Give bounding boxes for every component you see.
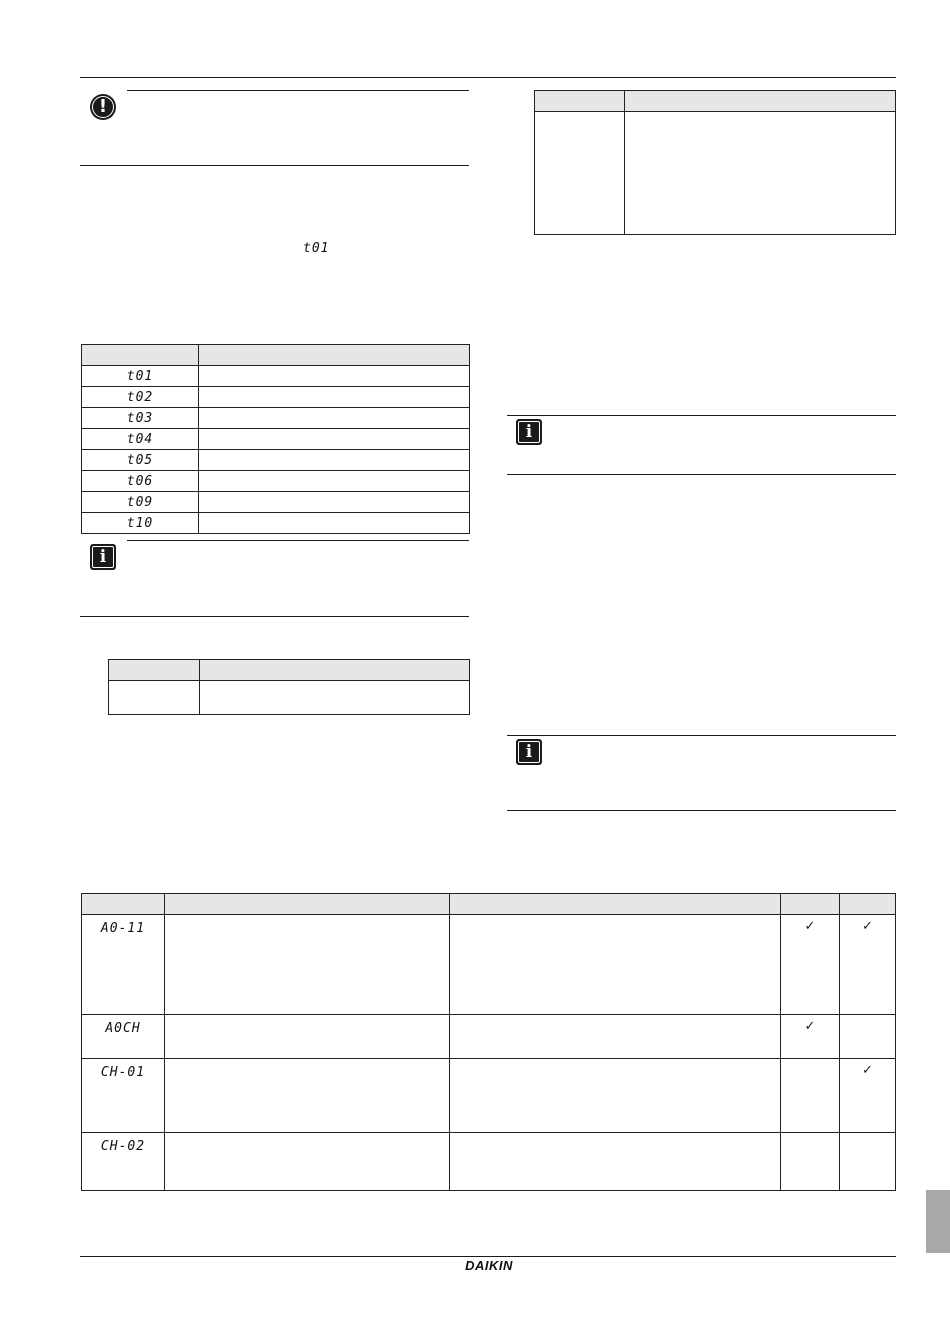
right-column-table (534, 90, 896, 235)
timer-code: t02 (126, 390, 154, 405)
table-row (82, 408, 470, 429)
checkmark-icon: ✓ (840, 915, 896, 1015)
timer-code: t09 (126, 495, 154, 510)
info-note-bottom-rule (80, 616, 469, 617)
setting-code: CH-02 (100, 1139, 146, 1154)
table-row (82, 429, 470, 450)
info-icon: i (516, 739, 542, 765)
info-note-top-rule (507, 415, 896, 416)
checkmark-icon: ✓ (781, 915, 840, 1015)
timer-code: t04 (126, 432, 154, 447)
inline-display-code: t01 (303, 241, 330, 256)
timer-code: t03 (126, 411, 154, 426)
table-row (82, 1015, 896, 1059)
table-header-row (82, 894, 896, 915)
table-row (82, 387, 470, 408)
timer-code: t06 (126, 474, 154, 489)
table-row (109, 681, 470, 715)
info-note-bottom-rule (507, 474, 896, 475)
warning-note-bottom-rule (80, 165, 469, 166)
info-note-top-rule (127, 540, 469, 541)
table-row (82, 1133, 896, 1191)
daikin-logo: DAIKIN (465, 1258, 513, 1273)
timer-code: t01 (126, 369, 154, 384)
checkmark-icon (781, 1133, 840, 1191)
chapter-side-tab (926, 1190, 950, 1253)
timer-code: t10 (126, 516, 154, 531)
table-row (82, 915, 896, 1015)
table-row (82, 450, 470, 471)
table-row (82, 492, 470, 513)
table-row (535, 112, 896, 235)
info-icon: i (516, 419, 542, 445)
setting-code: A0-11 (100, 921, 146, 936)
table-header-row (109, 660, 470, 681)
checkmark-icon: ✓ (840, 1059, 896, 1133)
info-note-top-rule (507, 735, 896, 736)
small-table (108, 659, 470, 715)
timer-code: t05 (126, 453, 154, 468)
header-rule (80, 77, 896, 78)
settings-table (81, 893, 896, 1191)
checkmark-icon (840, 1133, 896, 1191)
checkmark-icon (840, 1015, 896, 1059)
table-row (82, 471, 470, 492)
checkmark-icon: ✓ (781, 1015, 840, 1059)
warning-icon: ! (90, 94, 116, 120)
table-row (82, 366, 470, 387)
table-row (82, 513, 470, 534)
checkmark-icon (781, 1059, 840, 1133)
warning-note-top-rule (127, 90, 469, 91)
table-row (82, 1059, 896, 1133)
info-icon: i (90, 544, 116, 570)
setting-code: A0CH (105, 1021, 141, 1036)
footer-rule (80, 1256, 896, 1257)
table-header-row (535, 91, 896, 112)
table-header-row (82, 345, 470, 366)
setting-code: CH-01 (100, 1065, 146, 1080)
info-note-bottom-rule (507, 810, 896, 811)
timer-codes-table (81, 344, 470, 534)
